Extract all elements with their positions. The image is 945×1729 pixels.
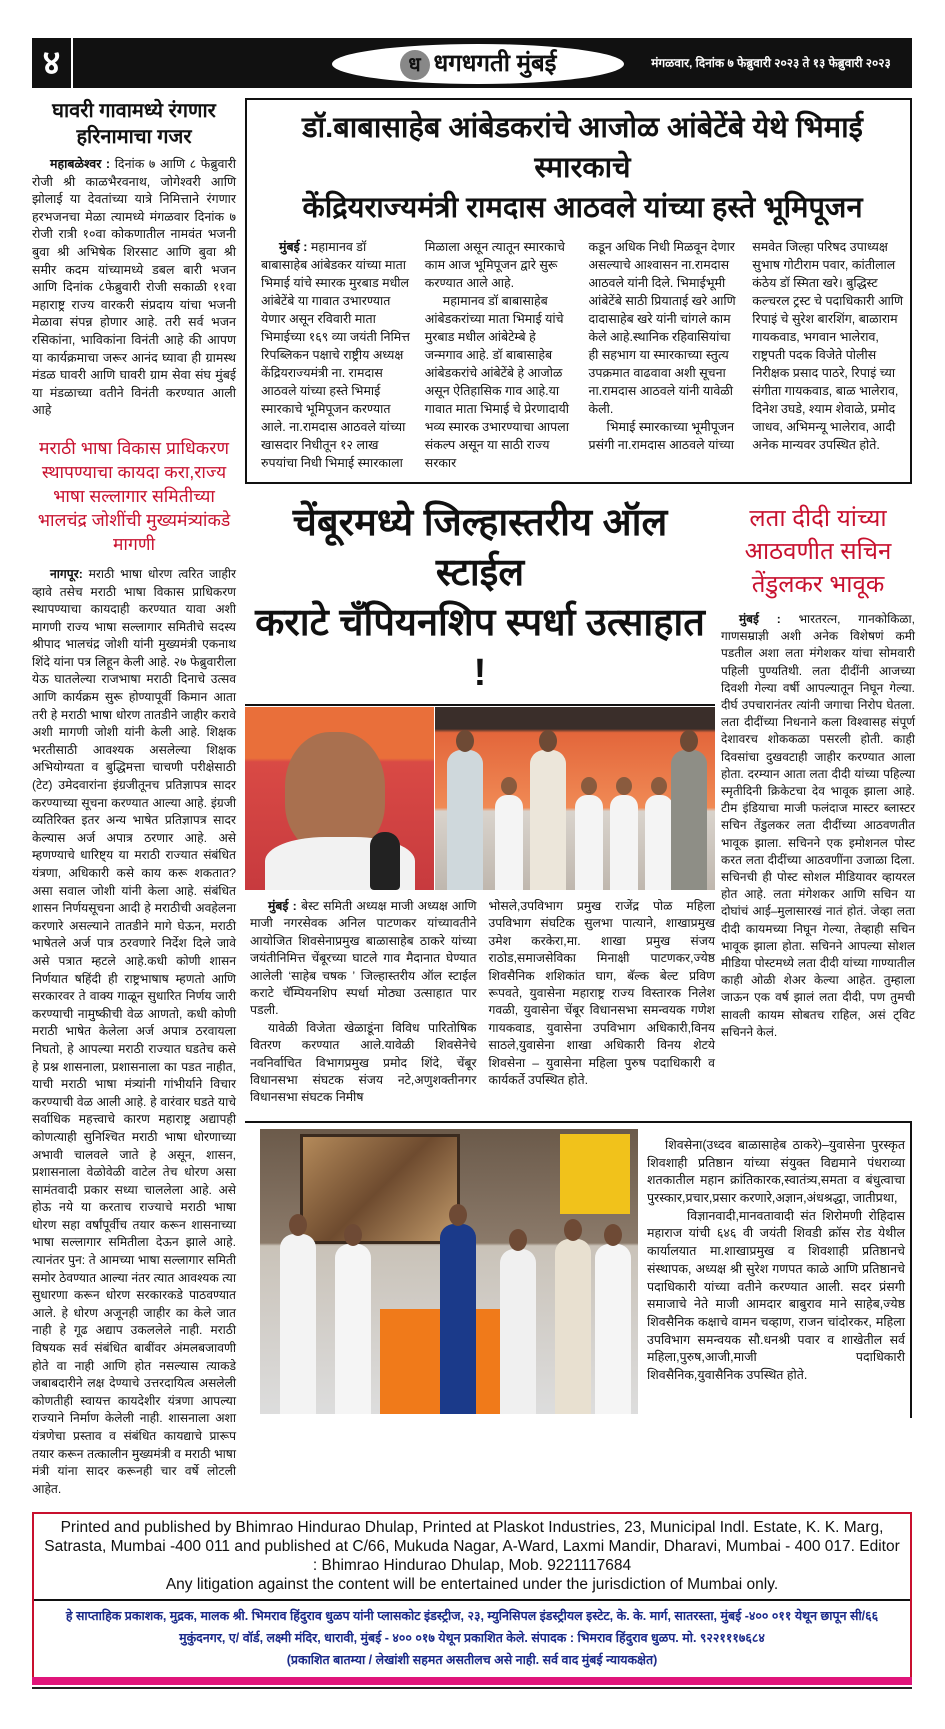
article-column [261, 238, 413, 472]
article-headline: मराठी भाषा विकास प्राधिकरण स्थापण्याचा कायदा करा,राज्य भाषा सल्लागार समितीच्या भालचंद्र जोशींची मुख्यमंत्र्यांकडे मागणी [37, 437, 231, 554]
imprint-text: Printed and published by Bhimrao Hindurao Dhulap, Printed at Plaskot Industries, 23, Municipal Indl. Estate, K. K. Marg, Satrasta, Mumbai -400 011 and published at C/66, Mukuda Nagar, A-Ward, Laxmi Mandir, Dharavi, Mumbai - 400 017. Editor : Bhimrao Hindurao Dhulap, Mob. 9221117684 [44, 1519, 900, 1575]
article-columns [245, 898, 715, 1107]
karate-article [245, 498, 715, 1107]
article-body [721, 611, 915, 1041]
footer-accent-bar [32, 1677, 912, 1685]
article-text: महामानव डॉ बाबासाहेब आंबेडकरांच्या माता भिमाई यांचे मुरबाड मधील आंबेटेम्बे हे जन्मगाव आहे. डॉ बाबासाहेब आंबेडकरांचे आंबेटेंबे हे आजोळ असून ऐतिहासिक गाव आहे.या गावात माता भिमाई चे प्रेरणादायी भव्य स्मारक उभारण्याचा आपला संकल्प असून या साठी राज्य सरकार [424, 294, 569, 470]
article-dateline: मुंबई : [739, 612, 781, 626]
article-text: मिळाला असून त्यातून स्मारकाचे काम आज भूमिपूजन द्वारे सुरू करण्यात आले आहे. [424, 240, 565, 290]
right-area [240, 98, 915, 1418]
photo-jayanti-event [260, 1129, 638, 1414]
masthead [32, 38, 912, 88]
imprint-footer [32, 1512, 912, 1677]
article-dateline: नागपूर: [50, 566, 83, 581]
article-headline [261, 108, 904, 228]
imprint-english [34, 1514, 910, 1594]
article-body [32, 566, 236, 1498]
imprint-text: हे साप्ताहिक प्रकाशक, मुद्रक, मालक श्री. भिमराव हिंदुराव धुळप यांनी प्लासकोट इंडस्ट्रीज, २३, म्युनिसिपल इंडस्ट्रीयल इस्टेट, के. के. मार्ग, सातरस्ता, मुंबई -४०० ०११ येथून छापून सी/६६ मुकुंदनगर, ए/ वॉर्ड, लक्ष्मी मंदिर, धारावी, मुंबई - ४०० ०१७ येथून प्रकाशित केले. संपादक : भिमराव हिंदुराव धुळप. मो. ९२२१११७६८४ [65, 1609, 879, 1646]
middle-row [245, 498, 915, 1107]
article-column [589, 238, 741, 472]
headline-line: कराटे चॅंपियनशिप स्पर्धा उत्साहात ! [255, 602, 705, 694]
divider [32, 1687, 912, 1689]
logo-text: धगधगती मुंबई [433, 50, 557, 77]
article-text: समवेत जिल्हा परिषद उपाध्यक्ष सुभाष गोटीराम पवार, कांतीलाल कंठेय डॉ स्मिता खरे। बुद्धिस्ट कल्चरल ट्रस्ट चे पदाधिकारी आणि रिपाइं चे सुरेश बारशिंग, बाळाराम गायकवाड, भगवान भालेराव, राष्ट्रपती पदक विजेते पोलीस निरीक्षक प्रसाद पाठरे, रिपाइं च्या संगीता गायकवाड, बाळ भालेराव, दिनेश उघडे, श्याम शेवाळे, प्रमोद जाधव, अभिमन्यू भालेराव, आदी अनेक मान्यवर उपस्थित होते. [752, 240, 904, 452]
article-column [489, 898, 716, 1107]
headline-line: चेंबूरमध्ये जिल्हास्तरीय ऑल स्टाईल [292, 502, 668, 594]
article-headline: घावरी गावामध्ये रंगणार हरिनामाचा गजर [52, 100, 216, 148]
divider [34, 1599, 910, 1601]
issue-dateline: मंगळवार, दिनांक ७ फेब्रुवारी २०२३ ते १३ फेब्रुवारी २०२३ [651, 55, 891, 70]
article-body [32, 156, 236, 420]
article-text: शिवसेना(उध्दव बाळासाहेब ठाकरे)–युवासेना पुरस्कृत शिवशाही प्रतिष्ठान यांच्या संयुक्त विद्यमाने पंधराव्या शतकातील महान क्रांतिकारक,स्वातंत्र्य,समता व बंधुत्वाचा पुरस्कार,प्रचार,प्रसार करणारे,अज्ञान,अंधश्रद्धा, जातीप्रथा, [647, 1137, 905, 1205]
photo-strip [245, 707, 715, 890]
main-content [32, 98, 915, 1498]
article-column [752, 238, 904, 472]
top-article [245, 98, 912, 484]
imprint-marathi [34, 1605, 910, 1671]
article-text: विज्ञानवादी,मानवतावादी संत शिरोमणी रोहिदास महाराज यांची ६४६ वी जयंती शिवडी क्रॉस रोड येथील कार्यालयात मा.शाखाप्रमुख व शिवशाही प्रतिष्ठानचे संस्थापक, अध्यक्ष श्री सुरेश गणपत काळे आणि प्रतिष्ठानचे पदाधिकारी यांच्या वतीने करण्यात आली. सदर प्रंसगी समाजाचे नेते माजी आमदार बाबुराव माने साहेब,ज्येष्ठ शिवसैनिक कक्षाचे वामन चव्हाण, राजन चांदोरकर, महिला उपविभाग समन्वयक सौ.धनश्री पवार व शाखेतील सर्व महिला,पुरुष,आजी,माजी पदाधिकारी शिवसैनिक,युवासैनिक उपस्थित होते. [647, 1208, 905, 1383]
article-column [250, 898, 477, 1107]
photo-interview [245, 707, 434, 890]
newspaper-logo [332, 44, 624, 84]
headline-line: डॉ.बाबासाहेब आंबेडकरांचे आजोळ आंबेटेंबे येथे भिमाई स्मारकाचे [302, 112, 863, 184]
disclaimer-text: (प्रकाशित बातम्या / लेखांशी सहमत असतीलच असे नाही. सर्व वाद मुंबई न्यायकक्षेत) [286, 1653, 658, 1668]
newspaper-page [32, 0, 915, 1729]
article-text: यावेळी विजेता खेळाडूंना विविध पारितोषिक वितरण करण्यात आले.यावेळी शिवसेनेचे नवनिर्वाचित विभागप्रमुख प्रमोद शिंदे, चेंबूर विधानसभा संघटक संजय नटे,अणुशक्तीनगर विधानसभा संघटक निमीष [250, 1020, 477, 1105]
article-text: भोसले,उपविभाग प्रमुख राजेंद्र पोळ महिला उपविभाग संघटिक सुलभा पात्याने, शाखाप्रमुख उमेश करकेरा,मा. शाखा प्रमुख संजय राठोड,समाजसेविका मिनाक्षी पाटणकर,ज्येष्ठ शिवसैनिक शशिकांत घाग, बॅल्क बेल्ट प्रविण रूपवते, युवासेना महाराष्ट्र राज्य विस्तारक निलेश गवळी, युवासेना चेंबूर विधानसभा समन्वयक गणेश गायकवाड, युवासेना उपविभाग अधिकारी,विनय साठले,युवासेना शाखा अधिकारी विनय शेटये शिवसेना – युवासेना महिला पुरुष पदाधिकारी व कार्यकर्ते उपस्थित होते. [488, 899, 715, 1088]
lata-article [721, 498, 915, 1041]
article-text: बेस्ट समिती अध्यक्ष माजी अध्यक्ष आणि माजी नगरसेवक अनिल पाटणकर यांच्यावतीने आयोजित शिवसेनाप्रमुख बाळासाहेब ठाकरे यांच्या जयंतीनिमित्त चेंबूरच्या घाटले गाव मैदानात घेण्यात आलेली ‘साहेब चषक ’ जिल्हास्तरीय ऑल स्टाईल कराटे चॅम्पियनशिप स्पर्धा मोठ्या उत्साहात पार पडली. [250, 899, 477, 1018]
article-text: कडून अधिक निधी मिळवून देणार असल्याचे आश्वासन ना.रामदास आठवले यांनी दिले. भिमाईभूमी आंबेटेंबे साठी प्रियाताई खरे आणि दादासाहेब खरे यांनी चांगले काम केले आहे.स्थानिक रहिवासियांचा ही सहभाग या स्मारकाच्या स्तुत्य उपक्रमात वाढवावा अशी सूचना ना.रामदास आठवले यांनी यावेळी केली. [588, 240, 736, 416]
article-dateline: मुंबई : [279, 240, 308, 254]
page-number: ४ [32, 38, 73, 88]
logo-mark-icon: ध [400, 50, 430, 80]
article-dateline: मुंबई : [268, 899, 297, 913]
bottom-article [245, 1121, 912, 1418]
article-text: महामानव डॉ बाबासाहेब आंबेडकर यांच्या माता भिमाई यांचे स्मारक मुरबाड मधील आंबेटेंबे या गावात उभारण्यात येणार असून रविवारी माता भिमाईच्या १६९ व्या जयंती निमित्त रिपब्लिकन पक्षाचे राष्ट्रीय अध्यक्ष केंद्रियराज्यमंत्री ना. रामदास आठवले यांच्या हस्ते भिमाई स्मारकाचे भूमिपूजन करण्यात आले. ना.रामदास आठवले यांच्या खासदार निधीतून १२ लाख रुपयांचा निधी भिमाई स्मारकाला [261, 240, 410, 470]
article-text: भारतरत्न, गानकोकिळा, गाणसम्राज्ञी अशी अनेक विशेषणं कमी पडतील अशा लता मंगेशकर यांचा सोमवारी पहिली पुण्यतिथी. लता दीदींनी आजच्या दिवशी गेल्या वर्षी आपल्यातून निघून गेल्या. दीर्घ उपचारानंतर त्यांनी जगाचा निरोप घेतला. लता दीदींच्या निधनाने कला विश्वासह संपूर्ण देशावरच शोककळा पसरली होती. काही दिवसांचा दुखवटाही जाहीर करण्यात आला होता. दरम्यान आता लता दीदी यांच्या पहिल्या स्मृतीदिनी क्रिकेटचा देव भावूक झाला आहे. टीम इंडियाचा माजी फलंदाज मास्टर ब्लास्टर सचिन तेंडुलकर लता दीदींच्या आठवणतीत भावूक झाला. सचिनने एक इमोशनल पोस्ट करत लता दीदींच्या आठवणींना उजाळा दिला. सचिनची ही पोस्ट सोशल मीडियावर व्हायरल होत आहे. लता मंगेशकर आणि सचिन या दोघांचं आई–मुलासारखं नातं होतं. जेव्हा लता दीदी कायमच्या निघून गेल्या, तेव्हाही सचिन भावूक झाला होता. सचिनने आपल्या सोशल मीडिया पोस्टमध्ये लता दीदी यांच्या गाण्यातील काही ओळी शेअर केल्या आहेत. तुम्हाला जाऊन एक वर्ष झालं लता दीदी, पण तुमची सावली कायम सोबतच राहिल, असं ट्विट सचिनने केलं. [721, 612, 915, 1039]
disclaimer-text: Any litigation against the content will be entertained under the jurisdiction of Mumbai only. [165, 1576, 779, 1594]
left-column [32, 98, 240, 1498]
microphone-icon [370, 832, 400, 890]
article-text: मराठी भाषा धोरण त्वरित जाहीर व्हावे तसेच मराठी भाषा विकास प्राधिकरण स्थापण्याचा कायदाही करण्यात यावा अशी मागणी राज्य भाषा सल्लागार समितीचे सदस्य श्रीपाद भालचंद्र जोशी यांनी मुख्यमंत्री एकनाथ शिंदे यांना पत्र लिहून केली आहे. २७ फेब्रुवारीला येऊ घातलेल्या राजभाषा मराठी दिनाचे उत्सव आणि कार्यक्रम सुरू होण्यापूर्वी किमान आता तरी हे मराठी भाषा धोरण तातडीने जाहीर करावे अशी मागणी जोशी यांनी केली आहे. शिक्षक भरतीसाठी आवश्यक असलेल्या शिक्षक अभियोग्यता व बुद्धिमत्ता चाचणी परीक्षेसाठी (टेट) उमेदवारांना इंग्रजीतूनच प्रतिज्ञापत्र सादर करण्याच्या सूचना करण्यात आल्या आहे. इंग्रजी व्यतिरिक्त इतर अन्य भाषेत प्रतिज्ञापत्र सादर केल्यास अर्ज अपात्र ठरणार आहे. असे म्हणण्याचे धारिष्ट्य या मराठी राज्यात संबंधित यंत्रणा, अधिकारी कसे काय करू शकतात? असा सवाल जोशी यांनी केला आहे. संबंधित शासन निर्णयसूचना आदी हे मराठीची अवहेलना करणारे असल्याने तातडीने मागे घेऊन, मराठी भाषेतले अर्ज पात्र ठरवणारे निर्देश दिले जावे असे पत्रात म्हटले आहे.कधी कोणी शासन निर्णयात षहिंदी ही राष्ट्रभाषाष म्हणतो आणि सरकारवर ते वाक्य गाळून सुधारित निर्णय जारी करण्याची नामुष्कीची वेळ आणतो, कधी कोणी मराठी भाषेत केलेला अर्ज अपात्र ठरवायला निघतो, हे आपल्या मराठी राज्यात घडतेच कसे हे प्रश्न शासनाला, प्रशासनाला का पडत नाहीत, याची मराठी भाषा मंत्र्यांनी गांभीर्याने विचार करण्याची वेळ आली आहे. हे वारंवार घडते याचे सर्वाधिक महत्त्वाचे कारण महाराष्ट्र अद्यापही कोणत्याही सुनिश्चित मराठी भाषा धोरणाच्या अभावी चालवले जाते हे असून, शासन, प्रशासनाला वेळोवेळी वाटेल तेच धोरण असा सामंतवादी प्रकार सध्या चाललेला आहे. असे होऊ नये या करताच राज्याचे मराठी भाषा धोरण सहा वर्षांपूर्वीच तयार करून शासनाच्या भाषा सल्लागार समितीला देऊन झाले आहे. त्यानंतर पुन: ते आमच्या भाषा सल्लागार समिती समोर ठेवण्यात आल्या नंतर त्यात आवश्यक त्या सुधारणा करून धोरण सरकारकडे पाठवण्यात आले. हे धोरण अजूनही जाहीर का केले जात नाही हे गूढ अद्याप उकललेले नाही. मराठी विषयक सर्व संबंधित बाबींवर अंमलबजावणी होते वा नाही आणि होत नसल्यास त्याकडे जबाबदारीने लक्ष देण्याचे उत्तरदायित्व असलेली कोणतीही स्वायत्त कायदेशीर यंत्रणा आपल्या राज्याने निर्माण केलेली नाही. शासनाला अशा यंत्रणेचा प्रस्ताव व संबंधित कायद्याचे प्रारूप तयार करून तत्कालीन मुख्यमंत्री व मराठी भाषा मंत्री यांना सादर करूनही चार वर्षे लोटली आहेत. [32, 566, 236, 1496]
article-column [425, 238, 577, 472]
article-text: भिमाई स्मारकाच्या भूमीपूजन प्रसंगी ना.रामदास आठवले यांच्या [588, 420, 735, 452]
article-dateline: महाबळेश्वर : [50, 157, 111, 171]
article-headline [245, 498, 715, 706]
article-text: दिनांक ७ आणि ८ फेब्रुवारी रोजी श्री काळभैरवनाथ, जोगेश्वरी आणि झोलाई या देवतांच्या यात्रे निमित्ताने रंगणार हरभजनचा मेळा त्यामध्ये मंगळवार दिनांक ७ रोजी रात्री १०वा कोकणातील नामवंत भजनी बुवा श्री अभिषेक शिरसाट आणि बुवा श्री समीर कदम यांच्यामध्ये डबल बारी भजन आणि दिनांक ८फेब्रुवारी रोजी सकाळी ११वा महाराष्ट्र राज्य वारकरी संप्रदाय यांचा भजनी मेळावा संपन्न होणार आहे. तरी सर्व भजन रसिकांना, भाविकांना विनंती आहे की आपण या कार्यक्रमाचा जरूर आनंद घ्यावा ही ग्रामस्थ मंडळ घावरी आणि घावरी ग्राम सेवा संघ मुंबई या मंडळाच्या वतीने विनंती करण्यात आली आहे [32, 157, 236, 418]
article-headline: लता दीदी यांच्या आठवणीत सचिन तेंडुलकर भावूक [744, 505, 892, 598]
article-columns [261, 238, 904, 472]
article-body [647, 1129, 905, 1414]
headline-line: केंद्रियराज्यमंत्री रामदास आठवले यांच्या हस्ते भूमिपूजन [302, 192, 863, 224]
photo-karate-prize [435, 707, 715, 890]
